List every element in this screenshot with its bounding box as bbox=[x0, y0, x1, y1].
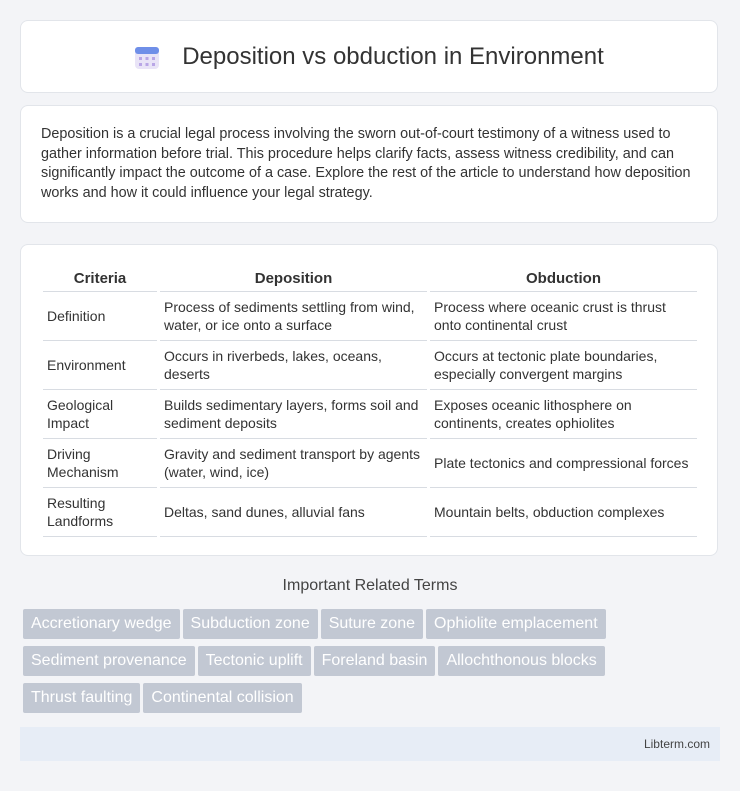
table-row bbox=[43, 341, 697, 390]
table-cell: Mountain belts, obduction complexes bbox=[430, 488, 697, 537]
table-cell: Plate tectonics and compressional forces bbox=[430, 439, 697, 488]
comparison-table-card bbox=[20, 244, 718, 556]
tag-subduction-zone[interactable]: Subduction zone bbox=[183, 609, 318, 639]
intro-card bbox=[20, 105, 718, 223]
table-cell: Definition bbox=[43, 292, 157, 341]
table-cell: Environment bbox=[43, 341, 157, 390]
comparison-table bbox=[40, 265, 700, 537]
column-header: Criteria bbox=[43, 265, 157, 292]
table-header-row bbox=[43, 265, 697, 292]
footer bbox=[20, 727, 720, 761]
table-cell: Gravity and sediment transport by agents (water, wind, ice) bbox=[160, 439, 427, 488]
tag-sediment-provenance[interactable]: Sediment provenance bbox=[23, 646, 195, 676]
tag-accretionary-wedge[interactable]: Accretionary wedge bbox=[23, 609, 180, 639]
table-cell: Process where oceanic crust is thrust onto continental crust bbox=[430, 292, 697, 341]
table-row bbox=[43, 439, 697, 488]
table-row bbox=[43, 292, 697, 341]
table-cell: Occurs at tectonic plate boundaries, especially convergent margins bbox=[430, 341, 697, 390]
column-header: Deposition bbox=[160, 265, 427, 292]
page-title: Deposition vs obduction in Environment bbox=[182, 42, 604, 70]
column-header: Obduction bbox=[430, 265, 697, 292]
tag-tectonic-uplift[interactable]: Tectonic uplift bbox=[198, 646, 311, 676]
tag-suture-zone[interactable]: Suture zone bbox=[321, 609, 423, 639]
table-row bbox=[43, 488, 697, 537]
table-cell: Resulting Landforms bbox=[43, 488, 157, 537]
related-terms-title: Important Related Terms bbox=[282, 577, 458, 594]
table-cell: Deltas, sand dunes, alluvial fans bbox=[160, 488, 427, 537]
table-cell: Builds sedimentary layers, forms soil and sediment deposits bbox=[160, 390, 427, 439]
tag-continental-collision[interactable]: Continental collision bbox=[143, 683, 301, 713]
tag-allochthonous-blocks[interactable]: Allochthonous blocks bbox=[438, 646, 604, 676]
tag-thrust-faulting[interactable]: Thrust faulting bbox=[23, 683, 140, 713]
calendar-icon bbox=[134, 44, 160, 70]
table-cell: Exposes oceanic lithosphere on continents, creates ophiolites bbox=[430, 390, 697, 439]
table-cell: Geological Impact bbox=[43, 390, 157, 439]
table-row bbox=[43, 390, 697, 439]
intro-text: Deposition is a crucial legal process involving the sworn out-of-court testimony of a witness used to gather information before trial. This procedure helps clarify facts, assess witness credibility, and can significantly impact the outcome of a case. Explore the rest of the article to understand how deposition works and how it could influence your legal strategy. bbox=[41, 126, 691, 201]
tag-ophiolite-emplacement[interactable]: Ophiolite emplacement bbox=[426, 609, 606, 639]
table-cell: Driving Mechanism bbox=[43, 439, 157, 488]
table-cell: Process of sediments settling from wind, water, or ice onto a surface bbox=[160, 292, 427, 341]
tag-foreland-basin[interactable]: Foreland basin bbox=[314, 646, 436, 676]
title-card bbox=[20, 20, 718, 93]
footer-link[interactable]: Libterm.com bbox=[643, 737, 710, 751]
table-cell: Occurs in riverbeds, lakes, oceans, deserts bbox=[160, 341, 427, 390]
related-terms-tags bbox=[23, 609, 723, 720]
